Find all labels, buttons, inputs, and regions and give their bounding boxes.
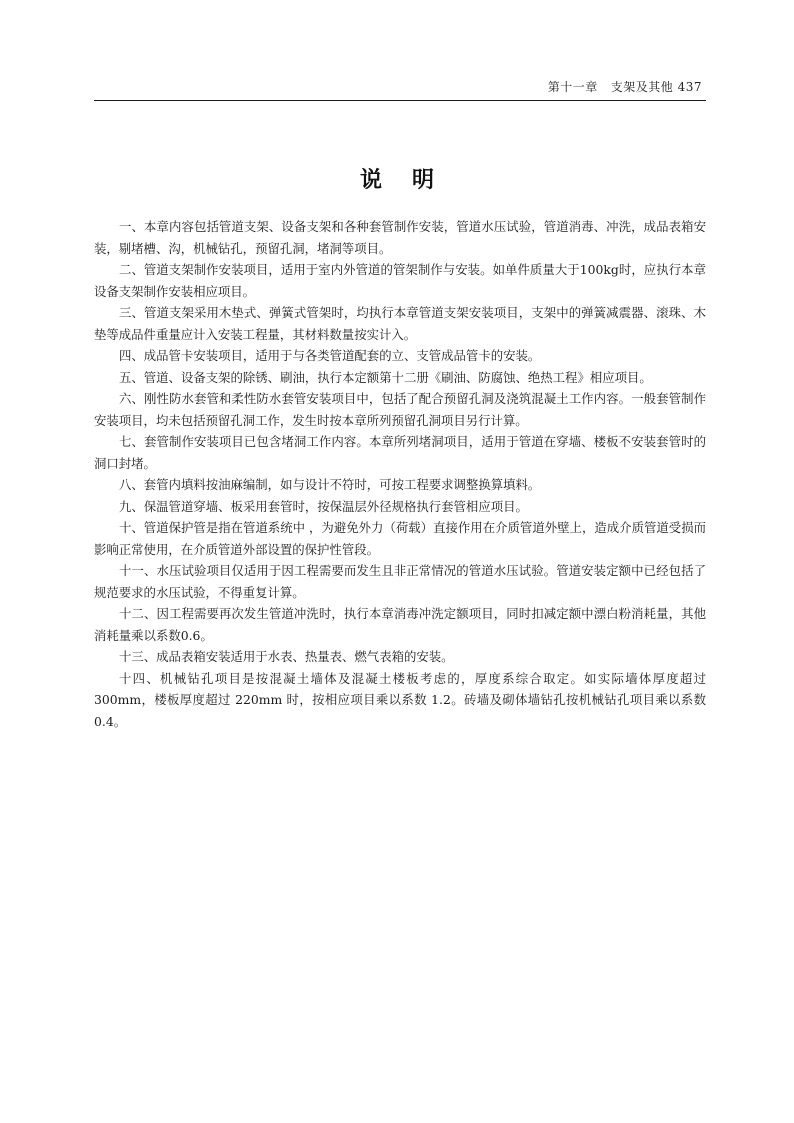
- paragraph: 八、套管内填料按油麻编制，如与设计不符时，可按工程要求调整换算填料。: [119, 477, 541, 492]
- paragraph: 三、管道支架采用木垫式、弹簧式管架时，均执行本章管道支架安装项目，支架中的弹簧减震器、滚珠、木垫等成品件重量应计入安装工程量，其材料数量按实计入。: [94, 305, 706, 342]
- paragraph: 七、套管制作安装项目已包含堵洞工作内容。本章所列堵洞项目，适用于管道在穿墙、楼板不安装套管时的洞口封堵。: [94, 434, 706, 471]
- section-label: 支架及其他: [610, 80, 674, 94]
- paragraph: 二、管道支架制作安装项目，适用于室内外管道的管架制作与安装。如单件质量大于100kg时，应执行本章设备支架制作安装相应项目。: [94, 262, 706, 299]
- paragraph: 十二、因工程需要再次发生管道冲洗时，执行本章消毒冲洗定额项目，同时扣减定额中漂白粉消耗量，其他消耗量乘以系数0.6。: [94, 606, 706, 643]
- paragraph: 十四、机械钻孔项目是按混凝土墙体及混凝土楼板考虑的，厚度系综合取定。如实际墙体厚度超过 300mm，楼板厚度超过 220mm 时，按相应项目乘以系数 1.2。砖墙及砌体墙钻孔按机械钻孔项目乘以系数 0.4。: [94, 670, 706, 729]
- page-title: 说明: [359, 167, 464, 193]
- chapter-label: 第十一章: [547, 80, 598, 94]
- paragraph: 十、管道保护管是指在管道系统中 ，为避免外力（荷载）直接作用在介质管道外壁上，造成介质管道受损而影响正常使用，在介质管道外部设置的保护性管段。: [94, 520, 706, 557]
- paragraph: 十一、水压试验项目仅适用于因工程需要而发生且非正常情况的管道水压试验。管道安装定额中已经包括了规范要求的水压试验，不得重复计算。: [94, 563, 706, 600]
- page-header: [94, 74, 706, 101]
- paragraph: 六、刚性防水套管和柔性防水套管安装项目中，包括了配合预留孔洞及浇筑混凝土工作内容。一般套管制作安装项目，均未包括预留孔洞工作，发生时按本章所列预留孔洞项目另行计算。: [94, 391, 706, 428]
- paragraph: 一、本章内容包括管道支架、设备支架和各种套管制作安装，管道水压试验，管道消毒、冲洗，成品表箱安装，剔堵槽、沟，机械钻孔，预留孔洞，堵洞等项目。: [94, 219, 706, 256]
- paragraph: 四、成品管卡安装项目，适用于与各类管道配套的立、支管成品管卡的安装。: [119, 348, 541, 363]
- paragraph: 九、保温管道穿墙、板采用套管时，按保温层外径规格执行套管相应项目。: [119, 498, 528, 514]
- body-text: [94, 216, 706, 732]
- page-number: 437: [677, 80, 702, 94]
- paragraph: 十三、成品表箱安装适用于水表、热量表、燃气表箱的安装。: [119, 649, 454, 664]
- running-head: [548, 78, 702, 95]
- paragraph: 五、管道、设备支架的除锈、刷油，执行本定额第十二册《刷油、防腐蚀、绝热工程》相应项目。: [119, 369, 652, 385]
